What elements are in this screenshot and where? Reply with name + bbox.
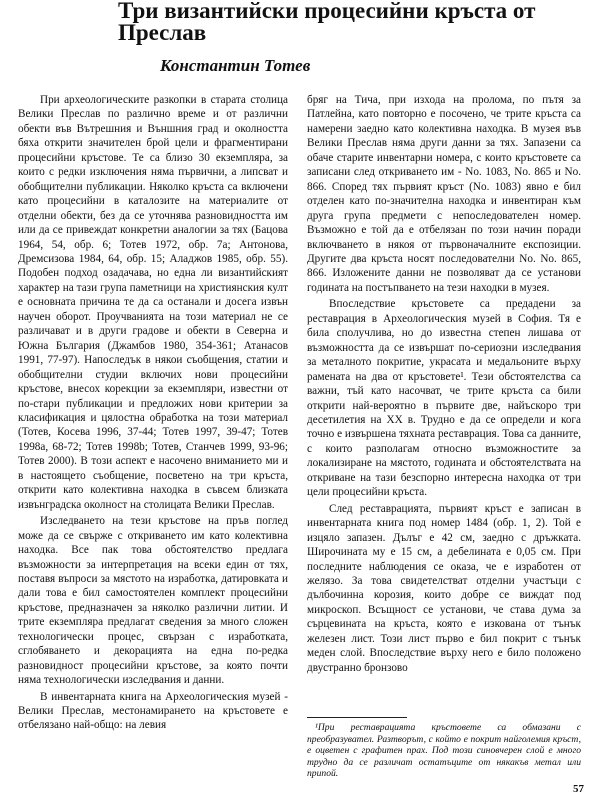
paragraph: След реставрацията, първият кръст е записан в инвентарната книга под номер 1484 (обр. 1, 2). Той е изцяло запазен. Дълъг е 42 см, заедно с дръжката. Широчината му е 15 см, а дебелината е 0,05 см. При последните наблюдения се оказа, че е изработен от желязо. За това свидетелстват отделни участъци с дълбочинна корозия, които добре се виждат под микроскоп. Всъщност се установи, че става дума за сърцевината на кръста, която е изкована от тънък железен лист. Този лист първо е бил покрит с тънък меден слой. Впоследствие върху него е било положено двустранно бронзово [307, 502, 581, 674]
footnote: ¹При реставрацията кръстовете са обмазани с преобразувател. Разтворът, с който е покрит найголемия кръст, е оцветен с графитен прах. Под този синовчерен слой е много трудно да се различат остатъците от някакъв метал или припой. [307, 722, 581, 779]
footnote-divider [307, 717, 407, 718]
paragraph: бряг на Тича, при изхода на пролома, по пътя за Патлейна, като повторно е посочено, че трите кръста са намерени заедно като колективна находка. В музея във Велики Преслав няма други данни за тях. Запазени са обаче старите инвентарни номера, с които кръстовете са записани след откриването им - No. 1083, No. 865 и No. 866. Според тях първият кръст (No. 1083) явно е бил отделен като по-значителна находка и инвентиран към друга група предмети с непоследователен номер. Възможно е той да е отбелязан по този начин поради включването в някоя от първоначалните експозиции. Другите два кръста носят последователни No. No. 865, 866. Изложените данни не позволяват да се установи годината на постъпването на тези находки в музея. [307, 94, 581, 294]
page-number: 57 [573, 783, 584, 795]
left-column [18, 93, 288, 733]
paragraph: Впоследствие кръстовете са предадени за реставрация в Археологическия музей в София. Тя е била сполучлива, но до известна степен лишава от възможността да се извършат по-сериозни изследвания за металното покритие, украсата и медальоните върху рамената на два от кръстовете¹. Тези обстоятелства са важни, тъй като насочват, че трите кръста са били открити най-вероятно в първите две, найъскоро три десетилетия на ХХ в. Трудно е да се определи и кога точно е извършена тяхната реставрация. Това са данните, с които разполагам относно възможностите за локализиране на мястото, годината и обстоятелствата на откриване на тази безспорно интересна находка от три цели процесийни кръста. [307, 298, 581, 499]
paragraph: При археологическите разкопки в старата столица Велики Преслав по различно време и от различни обекти във Вътрешния и Външния град и околността бяха открити значителен брой цели и фрагментирани процесийни кръстове. Те са близо 30 екземпляра, за които с редки изключения няма първични, а липсват и обобщителни публикации. Няколко кръста са включени като процесийни в каталозите на материалите от отделни обекти, без да се уточнява разновидността им или да се привеждат конкретни аналогии за тях (Бацова 1964, 54, обр. 6; Тотев 1972, обр. 7а; Антонова, Дремсизова 1984, 64, обр. 15; Аладжов 1985, обр. 55). Подобен подход озадачава, но една ли византийският характер на тази група паметници на християнския култ е основната причина те да са останали и досега извън научен оборот. Проучванията на този материал не се различават и в други градове и обекти в Северна и Южна България (Джамбов 1980, 354-361; Атанасов 1991, 77-97). Напоследък в някои съобщения, статии и обобщителни студии включих нови процесийни кръстове, внесох корекции за екземпляри, известни от по-стари публикации и предложих нови критерии за класификация и цялостна обработка на този материал (Тотев, Косева 1996, 37-44; Тотев 1997, 39-47; Тотев 1998а, 68-72; Тотев 1998b; Тотев, Станчев 1999, 93-96; Тотев 2000). В този аспект е насочено вниманието ми и в настоящето съобщение, посветено на три кръста, открити като колективна находка в съвсем близката извънградска околност на столицата Велики Преслав. [18, 94, 288, 511]
right-column [307, 93, 581, 675]
article-title: Три византийски процесийни кръста от Преслав [118, 0, 536, 45]
paragraph: Изследването на тези кръстове на пръв поглед може да се свърже с откриването им като колективна находка. Все пак това обстоятелство предлага възможности за интерпретация на всеки един от тях, поставя въпроси за мястото на изработка, датировката и дали това е бил самостоятелен комплект процесийни кръстове, предназначен за няколко различни литии. И трите екземпляра предлагат сведения за много сложен технологически процес, свързан с изработката, сглобяването и декорацията на една по-редка разновидност процесийни кръстове, за която почти няма технологически изследвания и данни. [18, 515, 288, 687]
paragraph: В инвентарната книга на Археологическия музей - Велики Преслав, местонамирането на кръстовете е отбелязано най-общо: на левия [18, 690, 288, 732]
article-author: Константин Тотев [160, 56, 311, 75]
